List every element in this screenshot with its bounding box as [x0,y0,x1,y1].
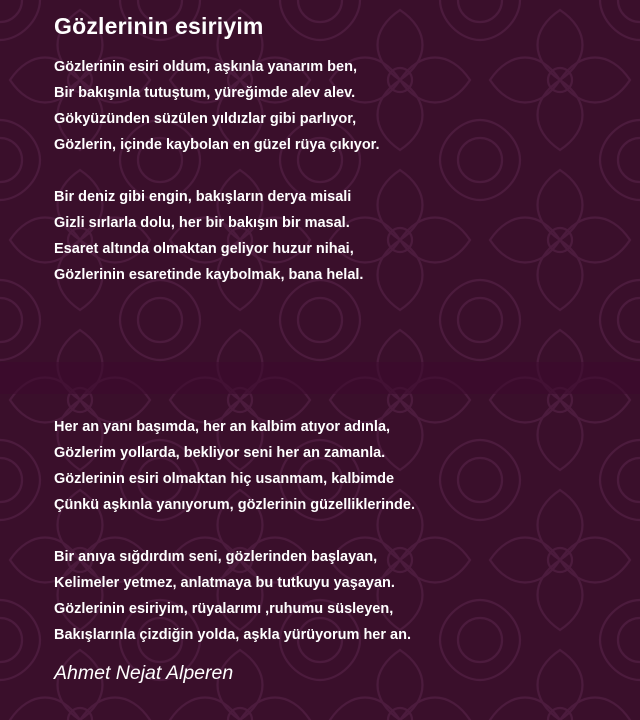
poem-line: Çünkü aşkınla yanıyorum, gözlerinin güzelliklerinde. [54,497,415,513]
poem-title: Gözlerinin esiriyim [54,13,264,39]
poem-line: Gizli sırlarla dolu, her bir bakışın bir masal. [54,215,350,231]
poem-line: Gözlerinin esiri olmaktan hiç usanmam, kalbimde [54,471,395,487]
poem-line: Gökyüzünden süzülen yıldızlar gibi parlıyor, [54,111,357,127]
stanza-4 [54,544,624,648]
stanza-1 [54,54,624,158]
poem-line: Her an yanı başımda, her an kalbim atıyor adınla, [54,419,391,435]
poem-line: Bir bakışınla tutuştum, yüreğimde alev alev. [54,85,356,101]
poem-line: Gözlerim yollarda, bekliyor seni her an zamanla. [54,445,386,461]
stanza-3 [54,414,624,518]
poem-line: Bir deniz gibi engin, bakışların derya misali [54,189,352,205]
poem-line: Gözlerinin esiriyim, rüyalarımı ,ruhumu süsleyen, [54,601,394,617]
poem-line: Esaret altında olmaktan geliyor huzur nihai, [54,241,354,257]
stanza-2 [54,184,624,288]
poem-author: Ahmet Nejat Alperen [54,662,234,684]
poem-line: Bir anıya sığdırdım seni, gözlerinden başlayan, [54,549,378,565]
poem-line: Gözlerinin esaretinde kaybolmak, bana helal. [54,267,364,283]
poem-line: Bakışlarınla çizdiğin yolda, aşkla yürüyorum her an. [54,627,411,643]
poem-container [54,12,624,648]
poem-line: Gözlerinin esiri oldum, aşkınla yanarım ben, [54,59,357,75]
poem-line: Gözlerin, içinde kaybolan en güzel rüya çıkıyor. [54,137,380,153]
poem-line: Kelimeler yetmez, anlatmaya bu tutkuyu yaşayan. [54,575,395,591]
